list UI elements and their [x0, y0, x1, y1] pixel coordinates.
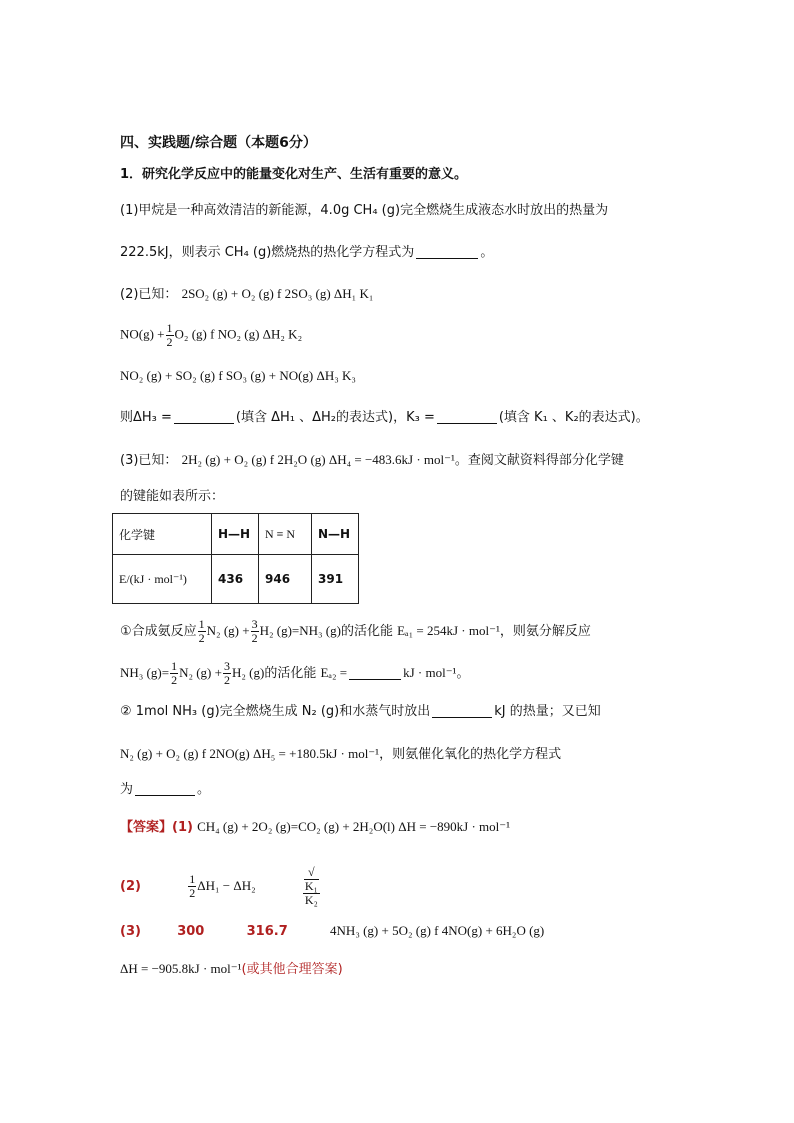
sub1-line2-end: 。: [456, 666, 470, 681]
table-header-cell: 化学键: [113, 514, 212, 555]
answer-3-delta-h: ΔH = −905.8kJ · mol⁻¹: [120, 961, 242, 976]
answer-2-fraction: √ K₁ K₂: [304, 865, 318, 907]
answer-blank-ea2[interactable]: [349, 665, 401, 680]
answer-2-expr: ΔH₁ − ΔH₂: [197, 878, 256, 893]
table-header-row: [113, 514, 359, 555]
bond-energy-table: [112, 513, 359, 604]
part2-question-a: 则ΔH₃ =: [120, 410, 172, 425]
fraction-three-halves: $\frac{3}{2}$: [223, 659, 230, 687]
table-cell: 391: [312, 555, 359, 604]
sub2-text-e: 。: [197, 782, 211, 797]
sub1-eq-b: H₂ (g)=NH₃ (g)的活化能: [259, 623, 393, 638]
answer-line1: [120, 817, 510, 838]
sub2-text-a: ② 1mol NH₃ (g)完全燃烧生成 N₂ (g)和水蒸气时放出: [120, 704, 431, 719]
activation-energy-2: Eₐ₂ =: [320, 665, 348, 680]
sub1-eq-d: N₂ (g) +: [179, 665, 222, 680]
answer-3-value-2: 316.7: [246, 924, 288, 939]
unit-label: kJ · mol⁻¹: [403, 665, 457, 680]
answer-blank-dh3[interactable]: [174, 409, 234, 424]
sub1-text-e: ，则氨分解反应: [499, 624, 591, 639]
sub2-line3: [120, 780, 210, 800]
part3-line1-end: 。查阅文献资料得部分化学键: [454, 453, 624, 468]
table-row: [113, 555, 359, 604]
answer-3-note: (或其他合理答案): [241, 962, 343, 977]
equation-5: N₂ (g) + O₂ (g) f 2NO(g) ΔH₅ = +180.5kJ · mol⁻¹: [120, 746, 380, 761]
answer-label: 【答案】: [120, 820, 173, 835]
part1-line2: [120, 243, 493, 263]
question-intro: 1．研究化学反应中的能量变化对生产、生活有重要的意义。: [120, 167, 468, 182]
part2-question-c: (填含 K₁ 、K₂的表达式)。: [498, 410, 649, 425]
part3-line1: [120, 450, 624, 471]
part1-line2-end: 。: [480, 245, 494, 260]
sqrt-radicand: K₁: [304, 879, 318, 893]
part2-question-b: (填含 ΔH₁ 、ΔH₂的表达式)，K₃ =: [235, 410, 435, 425]
sub2-text-c: ，则氨催化氧化的热化学方程式: [379, 747, 562, 762]
fraction-one-half: $\frac{1}{2}$: [171, 659, 178, 687]
sub1-eq-a: N₂ (g) +: [206, 623, 250, 638]
equation-1: 2SO₂ (g) + O₂ (g) f 2SO₃ (g) ΔH₁ K₁: [181, 286, 374, 301]
answer-line3: [120, 921, 544, 942]
sub1-line2: [120, 660, 469, 687]
part2-eq2-line: [120, 322, 302, 349]
activation-energy-1: Eₐ₁ = 254kJ · mol⁻¹: [397, 623, 500, 638]
fraction-one-half: $\frac{1}{2}$: [198, 617, 205, 645]
answer-1-equation: CH₄ (g) + 2O₂ (g)=CO₂ (g) + 2H₂O(l) ΔH = −890kJ · mol⁻¹: [197, 819, 511, 834]
part1-line2-text: 222.5kJ，则表示 CH₄ (g)燃烧热的热化学方程式为: [120, 245, 415, 260]
table-row-label: E/(kJ · mol⁻¹): [113, 555, 212, 604]
part2-question: [120, 408, 649, 428]
sub1-line1: [120, 618, 591, 645]
part3-line2: 的键能如表所示：: [120, 489, 225, 504]
fraction-three-halves: $\frac{3}{2}$: [251, 617, 258, 645]
part2-label: (2)已知：: [120, 287, 178, 302]
sub2-line1: [120, 702, 601, 722]
answer-blank-heat[interactable]: [432, 703, 492, 718]
answer-3-label: (3): [120, 924, 141, 939]
equation-4: 2H₂ (g) + O₂ (g) f 2H₂O (g) ΔH₄ = −483.6kJ · mol⁻¹: [181, 452, 455, 467]
sub1-text-a: ①合成氨反应: [120, 624, 197, 639]
sub1-eq-c: NH₃ (g)=: [120, 665, 170, 680]
part3-label: (3)已知：: [120, 453, 178, 468]
equation-3: NO₂ (g) + SO₂ (g) f SO₃ (g) + NO(g) ΔH₃ K₃: [120, 368, 356, 383]
sub2-text-b: kJ 的热量；又已知: [494, 704, 601, 719]
answer-line2: [120, 866, 321, 907]
sub1-eq-e: H₂ (g)的活化能: [231, 665, 317, 680]
answer-blank-equation[interactable]: [135, 781, 195, 796]
answer-3-equation: 4NH₃ (g) + 5O₂ (g) f 4NO(g) + 6H₂O (g): [330, 923, 545, 938]
equation-2-start: NO(g) +: [120, 326, 165, 342]
part2-eq1-line: [120, 284, 373, 305]
answer-3-value-1: 300: [177, 924, 205, 939]
equation-2-end: O₂ (g) f NO₂ (g) ΔH₂ K₂: [174, 326, 303, 342]
answer-blank-k3[interactable]: [437, 409, 497, 424]
section-title: 四、实践题/综合题（本题6分）: [120, 135, 317, 151]
table-cell: 946: [259, 555, 312, 604]
answer-1-label: (1): [172, 820, 193, 835]
table-header-cell: N ≡ N: [259, 514, 312, 555]
answer-2-label: (2): [120, 879, 141, 894]
table-cell: 436: [212, 555, 259, 604]
fraction-one-half: $\frac{1}{2}$: [166, 321, 173, 349]
sub2-line2: [120, 744, 561, 765]
part1-line1: (1)甲烷是一种高效清洁的新能源，4.0g CH₄ (g)完全燃烧生成液态水时放出的热量为: [120, 203, 609, 218]
sub2-text-d: 为: [120, 782, 134, 797]
table-header-cell: N—H: [312, 514, 359, 555]
answer-blank[interactable]: [416, 244, 478, 259]
fraction-one-half: $\frac{1}{2}$: [189, 872, 196, 900]
table-header-cell: H—H: [212, 514, 259, 555]
answer-line4: [120, 959, 343, 980]
